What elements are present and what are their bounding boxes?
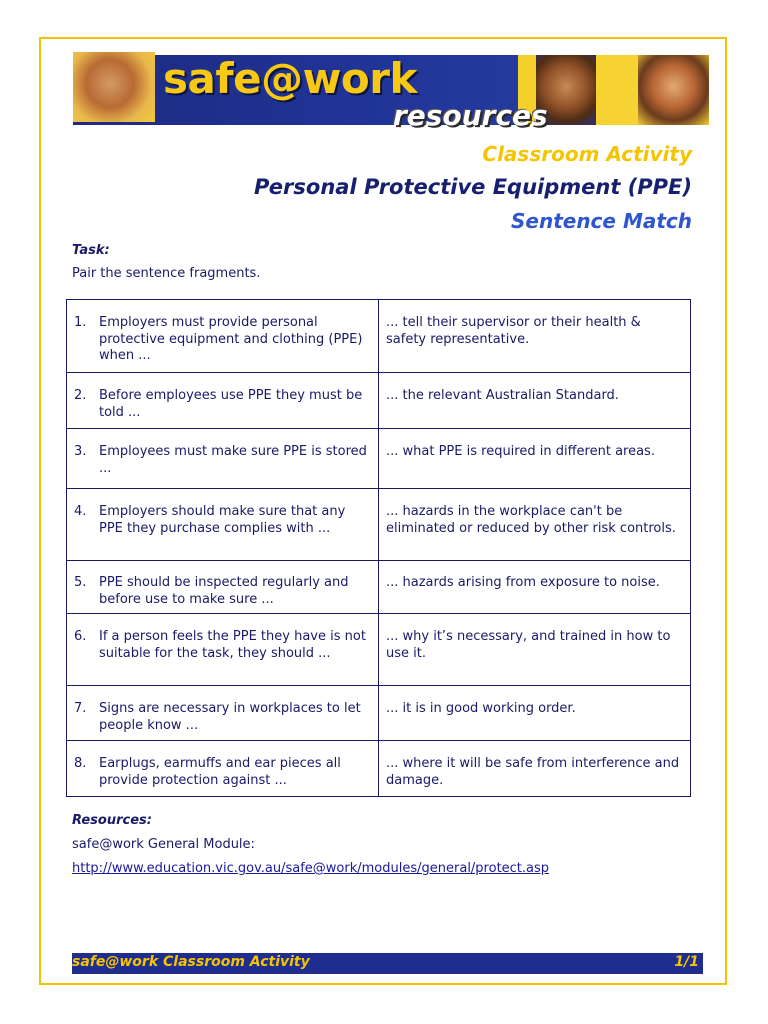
- sentence-start-cell: [67, 686, 379, 741]
- sentence-start-text: Employers should make sure that any PPE they purchase complies with ...: [99, 504, 346, 536]
- task-label: Task:: [72, 243, 110, 258]
- sentence-start-cell: [67, 741, 379, 797]
- table-row: [67, 614, 691, 686]
- table-row: [67, 489, 691, 561]
- footer-title: safe@work Classroom Activity: [72, 954, 310, 970]
- item-number: 3.: [74, 444, 87, 459]
- sentence-end-cell: ... why it’s necessary, and trained in how to use it.: [379, 614, 691, 686]
- resources-module: safe@work General Module:: [72, 837, 255, 852]
- sentence-start-cell: [67, 429, 379, 489]
- item-number: 1.: [74, 315, 87, 330]
- page-subtitle: Sentence Match: [510, 209, 692, 233]
- item-number: 6.: [74, 629, 87, 644]
- banner-logo-sub: resources: [393, 99, 548, 132]
- item-number: 5.: [74, 575, 87, 590]
- sentence-start-cell: [67, 489, 379, 561]
- sentence-end-cell: ... hazards in the workplace can't be eliminated or reduced by other risk controls.: [379, 489, 691, 561]
- footer-bar: [72, 953, 703, 974]
- sentence-end-cell: ... hazards arising from exposure to noise.: [379, 561, 691, 614]
- sentence-start-text: PPE should be inspected regularly and before use to make sure ...: [99, 575, 349, 607]
- safe-at-work-banner: [73, 52, 709, 134]
- sentence-start-cell: [67, 300, 379, 373]
- sentence-start-text: If a person feels the PPE they have is not suitable for the task, they should ...: [99, 629, 366, 661]
- sentence-start-text: Before employees use PPE they must be told ...: [99, 388, 363, 420]
- item-number: 2.: [74, 388, 87, 403]
- resources-link[interactable]: http://www.education.vic.gov.au/safe@work/modules/general/protect.asp: [72, 861, 550, 876]
- task-instruction: Pair the sentence fragments.: [72, 266, 261, 281]
- sentence-start-text: Signs are necessary in workplaces to let people know ...: [99, 701, 361, 733]
- student-photo-left: [73, 52, 155, 122]
- sentence-end-cell: ... tell their supervisor or their health & safety representative.: [379, 300, 691, 373]
- sentence-start-text: Earplugs, earmuffs and ear pieces all provide protection against ...: [99, 756, 341, 788]
- item-number: 7.: [74, 701, 87, 716]
- sentence-start-cell: [67, 561, 379, 614]
- page-title: Personal Protective Equipment (PPE): [253, 175, 692, 199]
- sentence-start-text: Employers must provide personal protective equipment and clothing (PPE) when ...: [99, 315, 363, 363]
- table-row: [67, 686, 691, 741]
- item-number: 4.: [74, 504, 87, 519]
- table-row: [67, 561, 691, 614]
- table-row: [67, 300, 691, 373]
- page-number: 1/1: [674, 954, 699, 970]
- sentence-start-cell: [67, 614, 379, 686]
- student-photo-right: [638, 55, 709, 125]
- sentence-end-cell: ... the relevant Australian Standard.: [379, 373, 691, 429]
- sentence-end-cell: ... it is in good working order.: [379, 686, 691, 741]
- sentence-start-cell: [67, 373, 379, 429]
- sentence-end-cell: ... what PPE is required in different areas.: [379, 429, 691, 489]
- table-row: [67, 373, 691, 429]
- classroom-activity-heading: Classroom Activity: [482, 142, 692, 166]
- sentence-start-text: Employees must make sure PPE is stored ...: [99, 444, 367, 476]
- banner-logo: safe@work: [163, 54, 417, 103]
- table-row: [67, 429, 691, 489]
- sentence-end-cell: ... where it will be safe from interference and damage.: [379, 741, 691, 797]
- sentence-match-table: [66, 299, 691, 797]
- table-row: [67, 741, 691, 797]
- resources-label: Resources:: [72, 813, 152, 828]
- item-number: 8.: [74, 756, 87, 771]
